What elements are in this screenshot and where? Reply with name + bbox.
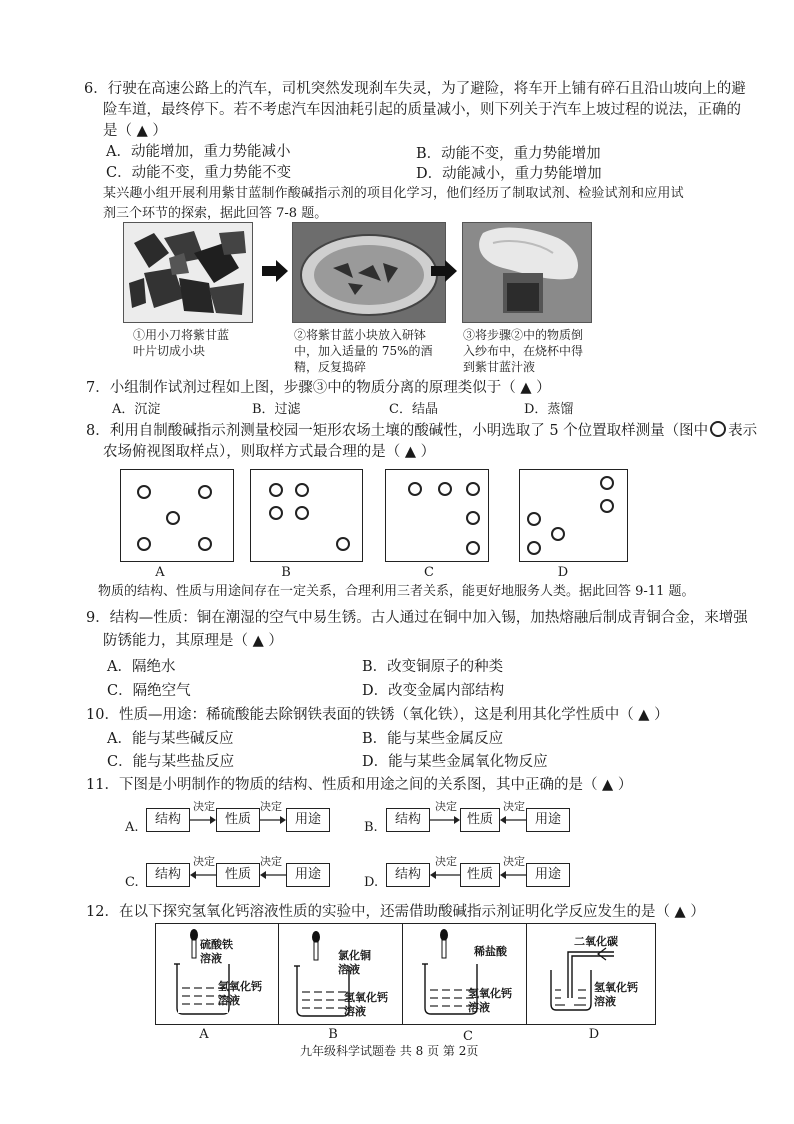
structure-box: 结构: [146, 863, 190, 887]
q12-stem: 12．在以下探究氢氧化钙溶液性质的实验中，还需借助酸碱指示剂证明化学反应发生的是（ ▲ ）: [86, 904, 705, 920]
sample-point: [466, 511, 480, 525]
c-solution-label-1: 氢氧化钙: [468, 987, 512, 1000]
q6-stem-line1: 6．行驶在高速公路上的汽车，司机突然发现刹车失灵，为了避险，将车开上铺有碎石且沿山坡向上的避: [84, 81, 746, 97]
arrow-right-icon: [190, 814, 216, 826]
sample-point: [269, 506, 283, 520]
decide-label: 决定: [193, 800, 215, 813]
sample-point: [137, 485, 151, 499]
c-solution-label-2: 溶液: [468, 1001, 490, 1014]
sample-point: [198, 485, 212, 499]
step-arrow-1-icon: [262, 260, 288, 286]
sample-point: [466, 541, 480, 555]
sample-point: [466, 482, 480, 496]
sample-point: [527, 512, 541, 526]
sample-point: [408, 482, 422, 496]
sample-point: [269, 483, 283, 497]
sample-circle-icon: [710, 421, 726, 437]
property-box: 性质: [460, 808, 500, 832]
q6-option-d: D．动能减小，重力势能增加: [416, 166, 602, 182]
decide-label: 决定: [435, 855, 457, 868]
decide-label: 决定: [260, 800, 282, 813]
q12-experiment-panel: [155, 923, 656, 1025]
sample-point: [295, 506, 309, 520]
a-top-label-1: 硫酸铁: [200, 938, 233, 951]
arrow-left-icon: [260, 869, 286, 881]
q8-stem-line2: 农场俯视图取样点），则取样方式最合理的是（ ▲ ）: [103, 444, 436, 460]
intro-7-8-line2: 剂三个环节的探索，据此回答 7-8 题。: [103, 206, 328, 221]
q10-stem: 10．性质—用途：稀硫酸能去除钢铁表面的铁锈（氧化铁），这是利用其化学性质中（ ▲ ）: [86, 707, 669, 723]
q6-option-c: C．动能不变，重力势能不变: [106, 165, 292, 181]
q8-field-c: [385, 469, 489, 562]
sample-point: [438, 482, 452, 496]
q10-option-b: B．能与某些金属反应: [362, 731, 504, 747]
b-top-label-1: 氯化铜: [338, 949, 371, 962]
b-solution-label-2: 溶液: [344, 1005, 366, 1018]
property-box: 性质: [460, 863, 500, 887]
decide-label: 决定: [503, 855, 525, 868]
q8-field-d: [519, 469, 628, 562]
a-solution-label-2: 溶液: [218, 994, 240, 1007]
q6-option-b: B．动能不变，重力势能增加: [416, 146, 601, 162]
panel-divider: [526, 924, 527, 1024]
q11-label-b: B.: [364, 820, 378, 835]
q11-label-d: D.: [364, 875, 379, 890]
step3-caption-line3: 到紫甘蓝汁液: [463, 360, 536, 374]
q11-stem: 11．下图是小明制作的物质的结构、性质和用途之间的关系图，其中正确的是（ ▲ ）: [86, 777, 633, 793]
use-box: 用途: [286, 808, 330, 832]
sample-point: [166, 511, 180, 525]
q8-stem-text-b: 表示: [728, 423, 758, 439]
q7-stem: 7．小组制作试剂过程如上图，步骤③中的物质分离的原理类似于（ ▲ ）: [86, 380, 551, 396]
structure-box: 结构: [386, 863, 430, 887]
d-top-label: 二氧化碳: [574, 935, 618, 948]
step3-caption-line2: 入纱布中，在烧杯中得: [463, 344, 584, 358]
page-footer: 九年级科学试题卷 共 8 页 第 2页: [300, 1044, 479, 1058]
sample-point: [600, 476, 614, 490]
q12-label-a: A: [199, 1027, 209, 1042]
q9-option-b: B．改变铜原子的种类: [362, 659, 504, 675]
step2-caption-line1: ②将紫甘蓝小块放入研钵: [294, 328, 427, 342]
q8-label-b: B: [281, 565, 291, 580]
q8-label-d: D: [557, 565, 569, 580]
q9-stem-line2: 防锈能力，其原理是（ ▲ ）: [103, 633, 283, 649]
q6-stem-line2: 险车道，最终停下。若不考虑汽车因油耗引起的质量减小，则下列关于汽车上坡过程的说法，正确的: [103, 102, 741, 118]
step-arrow-2-icon: [431, 260, 457, 286]
photo-cut-cabbage: [123, 222, 253, 323]
q6-stem-line3: 是（ ▲ ）: [103, 123, 167, 139]
step1-caption-line1: ①用小刀将紫甘蓝: [133, 328, 230, 342]
sample-point: [600, 499, 614, 513]
panel-divider: [402, 924, 403, 1024]
q7-option-c: C．结晶: [389, 402, 438, 417]
intro-7-8-line1: 某兴趣小组开展利用紫甘蓝制作酸碱指示剂的项目化学习，他们经历了制取试剂、检验试剂和应用试: [103, 186, 684, 201]
step1-caption-line2: 叶片切成小块: [133, 344, 206, 358]
q9-option-d: D．改变金属内部结构: [362, 683, 505, 699]
arrow-right-icon: [430, 814, 460, 826]
q8-label-a: A: [155, 565, 165, 580]
q11-label-c: C.: [125, 875, 139, 890]
step2-caption-line3: 精，反复捣碎: [294, 360, 367, 374]
structure-box: 结构: [386, 808, 430, 832]
b-top-label-2: 溶液: [338, 963, 360, 976]
property-box: 性质: [216, 808, 260, 832]
c-top-label: 稀盐酸: [474, 945, 507, 958]
arrow-left-icon: [500, 814, 526, 826]
use-box: 用途: [286, 863, 330, 887]
sample-point: [137, 537, 151, 551]
decide-label: 决定: [503, 800, 525, 813]
use-box: 用途: [526, 863, 570, 887]
panel-divider: [278, 924, 279, 1024]
photo-mortar-grinding: [292, 222, 446, 323]
q9-stem-line1: 9．结构—性质：铜在潮湿的空气中易生锈。古人通过在铜中加入锡，加热熔融后制成青铜合金，来增强: [86, 610, 748, 626]
q7-option-d: D．蒸馏: [524, 402, 574, 417]
d-solution-label-2: 溶液: [594, 995, 616, 1008]
intro-9-11: 物质的结构、性质与用途间存在一定关系，合理利用三者关系，能更好地服务人类。据此回答 9-11 题。: [98, 584, 695, 599]
decide-label: 决定: [260, 855, 282, 868]
q10-option-d: D．能与某些金属氧化物反应: [362, 754, 548, 770]
q8-stem-text-a: 8．利用自制酸碱指示剂测量校园一矩形农场土壤的酸碱性，小明选取了 5 个位置取样测量（图中: [86, 423, 709, 439]
a-top-label-2: 溶液: [200, 952, 222, 965]
decide-label: 决定: [193, 855, 215, 868]
decide-label: 决定: [435, 800, 457, 813]
q7-option-b: B．过滤: [252, 402, 301, 417]
arrow-left-icon: [190, 869, 216, 881]
q9-option-c: C．隔绝空气: [107, 683, 191, 699]
sample-point: [336, 537, 350, 551]
q8-label-c: C: [424, 565, 434, 580]
sample-point: [551, 527, 565, 541]
arrow-right-icon: [260, 814, 286, 826]
q11-label-a: A.: [125, 820, 139, 835]
q8-field-a: [120, 469, 234, 562]
q10-option-c: C．能与某些盐反应: [107, 754, 235, 770]
structure-box: 结构: [146, 808, 190, 832]
q8-stem-line1: [86, 421, 757, 442]
use-box: 用途: [526, 808, 570, 832]
photo-gauze-filter: [462, 222, 592, 323]
q7-option-a: A．沉淀: [112, 402, 161, 417]
q12-label-d: D: [588, 1027, 600, 1042]
property-box: 性质: [216, 863, 260, 887]
b-solution-label-1: 氢氧化钙: [344, 991, 388, 1004]
q6-option-a: A．动能增加，重力势能减小: [106, 144, 291, 160]
q8-field-b: [250, 469, 363, 562]
q12-label-b: B: [328, 1027, 338, 1042]
q10-option-a: A．能与某些碱反应: [107, 731, 234, 747]
d-solution-label-1: 氢氧化钙: [594, 981, 638, 994]
a-solution-label-1: 氢氧化钙: [218, 980, 262, 993]
step3-caption-line1: ③将步骤②中的物质倒: [463, 328, 584, 342]
sample-point: [295, 483, 309, 497]
arrow-left-icon: [430, 869, 460, 881]
q9-option-a: A．隔绝水: [107, 659, 176, 675]
sample-point: [527, 541, 541, 555]
q12-label-c: C: [463, 1029, 473, 1044]
sample-point: [198, 537, 212, 551]
arrow-left-icon: [500, 869, 526, 881]
step2-caption-line2: 中，加入适量的 75%的酒: [294, 344, 433, 358]
